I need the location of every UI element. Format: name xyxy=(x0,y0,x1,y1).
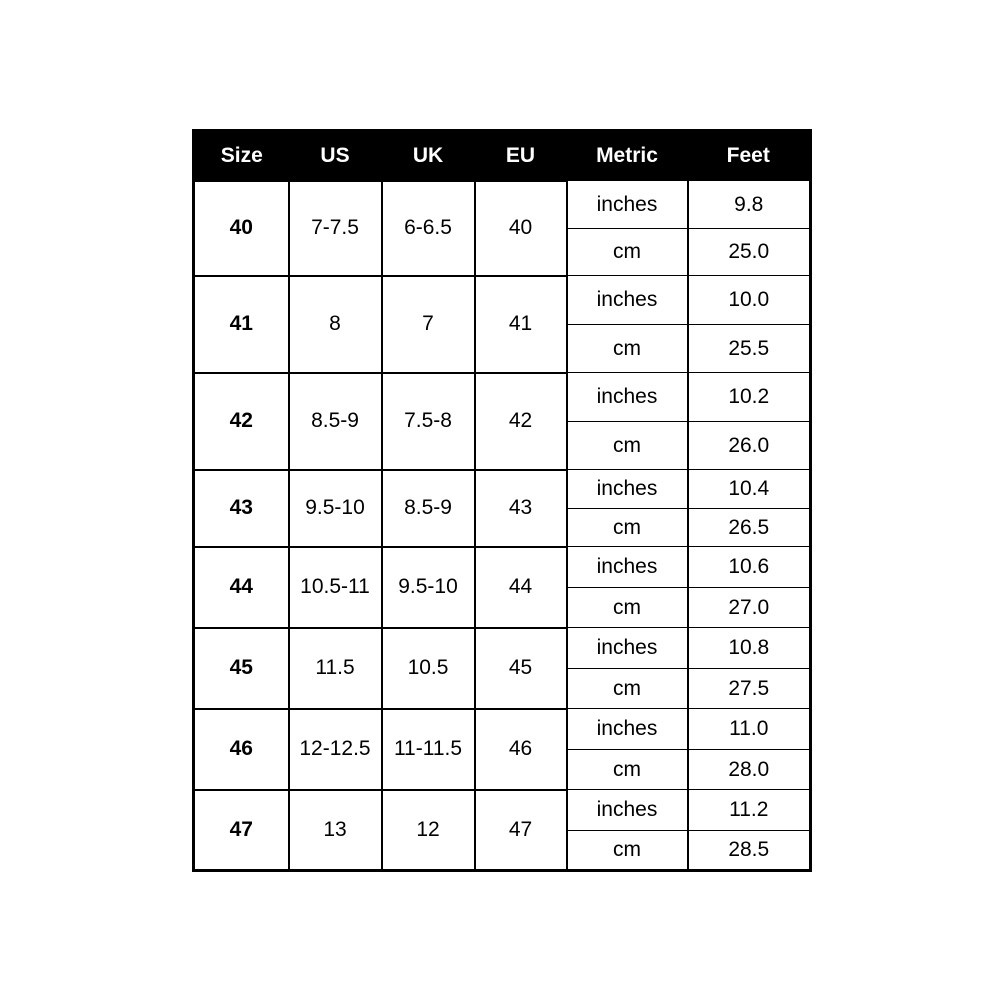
size-cell: 42 xyxy=(194,373,289,470)
eu-cell: 42 xyxy=(475,373,567,470)
feet-inches-cell: 10.0 xyxy=(688,276,811,325)
metric-inches-cell: inches xyxy=(567,790,688,831)
metric-inches-cell: inches xyxy=(567,628,688,669)
feet-inches-cell: 10.8 xyxy=(688,628,811,669)
metric-cm-cell: cm xyxy=(567,422,688,470)
metric-cm-cell: cm xyxy=(567,229,688,276)
feet-cm-cell: 26.5 xyxy=(688,509,811,547)
header-metric: Metric xyxy=(567,131,688,181)
eu-cell: 45 xyxy=(475,628,567,709)
size-cell: 45 xyxy=(194,628,289,709)
uk-cell: 12 xyxy=(382,790,475,871)
feet-cm-cell: 25.5 xyxy=(688,325,811,373)
us-cell: 7-7.5 xyxy=(289,181,382,276)
size-cell: 44 xyxy=(194,547,289,628)
table-row xyxy=(194,709,811,750)
us-cell: 8.5-9 xyxy=(289,373,382,470)
uk-cell: 11-11.5 xyxy=(382,709,475,790)
metric-cm-cell: cm xyxy=(567,509,688,547)
uk-cell: 10.5 xyxy=(382,628,475,709)
size-cell: 46 xyxy=(194,709,289,790)
eu-cell: 44 xyxy=(475,547,567,628)
size-cell: 47 xyxy=(194,790,289,871)
feet-inches-cell: 10.2 xyxy=(688,373,811,422)
us-cell: 10.5-11 xyxy=(289,547,382,628)
size-cell: 40 xyxy=(194,181,289,276)
eu-cell: 47 xyxy=(475,790,567,871)
metric-inches-cell: inches xyxy=(567,373,688,422)
metric-inches-cell: inches xyxy=(567,181,688,229)
table-body xyxy=(194,181,811,871)
feet-inches-cell: 11.2 xyxy=(688,790,811,831)
size-cell: 41 xyxy=(194,276,289,373)
metric-inches-cell: inches xyxy=(567,547,688,588)
header-uk: UK xyxy=(382,131,475,181)
feet-cm-cell: 27.0 xyxy=(688,588,811,628)
feet-cm-cell: 26.0 xyxy=(688,422,811,470)
table-row xyxy=(194,181,811,229)
metric-inches-cell: inches xyxy=(567,470,688,509)
feet-cm-cell: 28.5 xyxy=(688,831,811,871)
table-row xyxy=(194,628,811,669)
metric-cm-cell: cm xyxy=(567,831,688,871)
size-chart-table xyxy=(192,129,812,872)
metric-cm-cell: cm xyxy=(567,588,688,628)
table-row xyxy=(194,470,811,509)
uk-cell: 6-6.5 xyxy=(382,181,475,276)
feet-cm-cell: 25.0 xyxy=(688,229,811,276)
us-cell: 8 xyxy=(289,276,382,373)
eu-cell: 43 xyxy=(475,470,567,547)
header-feet: Feet xyxy=(688,131,811,181)
table-row xyxy=(194,276,811,325)
feet-inches-cell: 11.0 xyxy=(688,709,811,750)
feet-inches-cell: 10.4 xyxy=(688,470,811,509)
eu-cell: 41 xyxy=(475,276,567,373)
us-cell: 9.5-10 xyxy=(289,470,382,547)
table-row xyxy=(194,547,811,588)
header-us: US xyxy=(289,131,382,181)
table-header xyxy=(194,131,811,181)
table-row xyxy=(194,373,811,422)
uk-cell: 7.5-8 xyxy=(382,373,475,470)
metric-inches-cell: inches xyxy=(567,709,688,750)
table-row xyxy=(194,790,811,831)
us-cell: 12-12.5 xyxy=(289,709,382,790)
us-cell: 11.5 xyxy=(289,628,382,709)
size-cell: 43 xyxy=(194,470,289,547)
metric-cm-cell: cm xyxy=(567,325,688,373)
metric-inches-cell: inches xyxy=(567,276,688,325)
feet-cm-cell: 27.5 xyxy=(688,669,811,709)
eu-cell: 46 xyxy=(475,709,567,790)
eu-cell: 40 xyxy=(475,181,567,276)
us-cell: 13 xyxy=(289,790,382,871)
feet-cm-cell: 28.0 xyxy=(688,750,811,790)
header-size: Size xyxy=(194,131,289,181)
uk-cell: 8.5-9 xyxy=(382,470,475,547)
metric-cm-cell: cm xyxy=(567,669,688,709)
feet-inches-cell: 10.6 xyxy=(688,547,811,588)
feet-inches-cell: 9.8 xyxy=(688,181,811,229)
header-eu: EU xyxy=(475,131,567,181)
uk-cell: 9.5-10 xyxy=(382,547,475,628)
header-row xyxy=(194,131,811,181)
metric-cm-cell: cm xyxy=(567,750,688,790)
uk-cell: 7 xyxy=(382,276,475,373)
